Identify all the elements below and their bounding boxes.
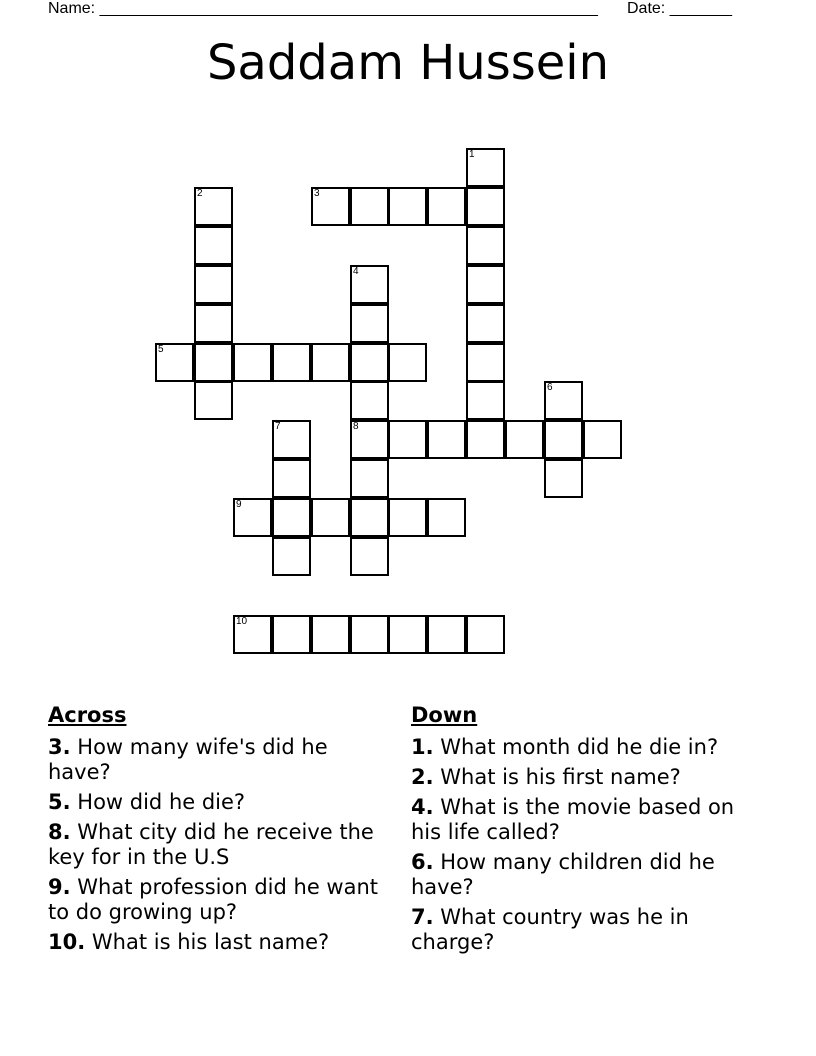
clue-number: 3. (48, 735, 71, 759)
clue-across-3 (48, 735, 378, 785)
crossword-cell[interactable] (194, 381, 233, 420)
crossword-cell[interactable] (350, 615, 389, 654)
clue-across-5 (48, 790, 378, 815)
crossword-cell[interactable] (544, 420, 583, 459)
clue-number-label: 6 (547, 382, 553, 393)
clue-text: What is his first name? (440, 765, 681, 789)
crossword-cell[interactable] (272, 537, 311, 576)
clue-down-6 (411, 850, 761, 900)
clue-down-4 (411, 795, 761, 845)
crossword-cell[interactable] (388, 343, 427, 382)
down-clues (411, 702, 761, 960)
crossword-cell[interactable] (350, 420, 389, 459)
name-field-label[interactable]: Name: ________________________________________________________ (48, 0, 598, 17)
crossword-cell[interactable] (427, 498, 466, 537)
crossword-cell[interactable] (272, 459, 311, 498)
page-title: Saddam Hussein (206, 35, 610, 91)
crossword-cell[interactable] (466, 226, 505, 265)
crossword-cell[interactable] (233, 343, 272, 382)
crossword-cell[interactable] (350, 304, 389, 343)
clue-across-9 (48, 875, 378, 925)
clue-number-label: 1 (469, 149, 475, 160)
crossword-cell[interactable] (350, 187, 389, 226)
clue-number-label: 8 (353, 421, 359, 432)
crossword-cell[interactable] (583, 420, 622, 459)
clue-text: How many wife's did he have? (48, 735, 328, 784)
clue-number: 1. (411, 735, 434, 759)
clue-number: 4. (411, 795, 434, 819)
down-heading: Down (411, 703, 478, 727)
crossword-cell[interactable] (194, 187, 233, 226)
clue-number: 10. (48, 930, 86, 954)
crossword-cell[interactable] (272, 498, 311, 537)
crossword-cell[interactable] (350, 343, 389, 382)
crossword-cell[interactable] (311, 498, 350, 537)
crossword-cell[interactable] (272, 420, 311, 459)
clue-number-label: 10 (236, 616, 248, 627)
crossword-cell[interactable] (466, 420, 505, 459)
clue-number: 2. (411, 765, 434, 789)
crossword-cell[interactable] (311, 615, 350, 654)
crossword-cell[interactable] (388, 498, 427, 537)
crossword-cell[interactable] (350, 459, 389, 498)
clue-number: 8. (48, 820, 71, 844)
clue-number: 7. (411, 905, 434, 929)
crossword-cell[interactable] (427, 420, 466, 459)
clue-number-label: 9 (236, 499, 242, 510)
crossword-cell[interactable] (466, 187, 505, 226)
crossword-cell[interactable] (466, 615, 505, 654)
crossword-cell[interactable] (233, 615, 272, 654)
clue-number-label: 5 (158, 344, 164, 355)
clue-text: How did he die? (77, 790, 246, 814)
clue-number-label: 7 (275, 421, 281, 432)
crossword-cell[interactable] (350, 265, 389, 304)
clue-text: What city did he receive the key for in the U.S (48, 820, 374, 869)
across-heading: Across (48, 703, 127, 727)
crossword-cell[interactable] (544, 459, 583, 498)
crossword-cell[interactable] (466, 304, 505, 343)
crossword-cell[interactable] (466, 265, 505, 304)
crossword-cell[interactable] (466, 148, 505, 187)
crossword-cell[interactable] (194, 304, 233, 343)
clue-text: What country was he in charge? (411, 905, 689, 954)
date-field-label[interactable]: Date: _______ (627, 0, 732, 17)
clue-number: 9. (48, 875, 71, 899)
crossword-cell[interactable] (311, 187, 350, 226)
clue-number: 5. (48, 790, 71, 814)
crossword-cell[interactable] (350, 537, 389, 576)
clue-text: How many children did he have? (411, 850, 715, 899)
crossword-cell[interactable] (505, 420, 544, 459)
clue-down-1 (411, 735, 761, 760)
crossword-cell[interactable] (350, 381, 389, 420)
clue-down-2 (411, 765, 761, 790)
crossword-cell[interactable] (155, 343, 194, 382)
clue-number-label: 4 (353, 266, 359, 277)
crossword-cell[interactable] (272, 615, 311, 654)
crossword-cell[interactable] (466, 343, 505, 382)
crossword-cell[interactable] (388, 615, 427, 654)
clue-across-10 (48, 930, 378, 955)
clue-number-label: 3 (314, 188, 320, 199)
crossword-cell[interactable] (311, 343, 350, 382)
clue-across-8 (48, 820, 378, 870)
across-clues (48, 702, 378, 960)
crossword-cell[interactable] (544, 381, 583, 420)
crossword-cell[interactable] (388, 187, 427, 226)
clue-down-7 (411, 905, 761, 955)
crossword-cell[interactable] (388, 420, 427, 459)
crossword-cell[interactable] (194, 343, 233, 382)
crossword-cell[interactable] (233, 498, 272, 537)
clue-text: What is his last name? (91, 930, 330, 954)
crossword-cell[interactable] (466, 381, 505, 420)
crossword-cell[interactable] (427, 187, 466, 226)
crossword-cell[interactable] (272, 343, 311, 382)
crossword-cell[interactable] (427, 615, 466, 654)
crossword-cell[interactable] (194, 265, 233, 304)
clue-number-label: 2 (197, 188, 203, 199)
crossword-cell[interactable] (194, 226, 233, 265)
crossword-cell[interactable] (350, 498, 389, 537)
clue-number: 6. (411, 850, 434, 874)
clue-text: What month did he die in? (440, 735, 719, 759)
clue-text: What is the movie based on his life called? (411, 795, 735, 844)
clue-text: What profession did he want to do growing up? (48, 875, 379, 924)
